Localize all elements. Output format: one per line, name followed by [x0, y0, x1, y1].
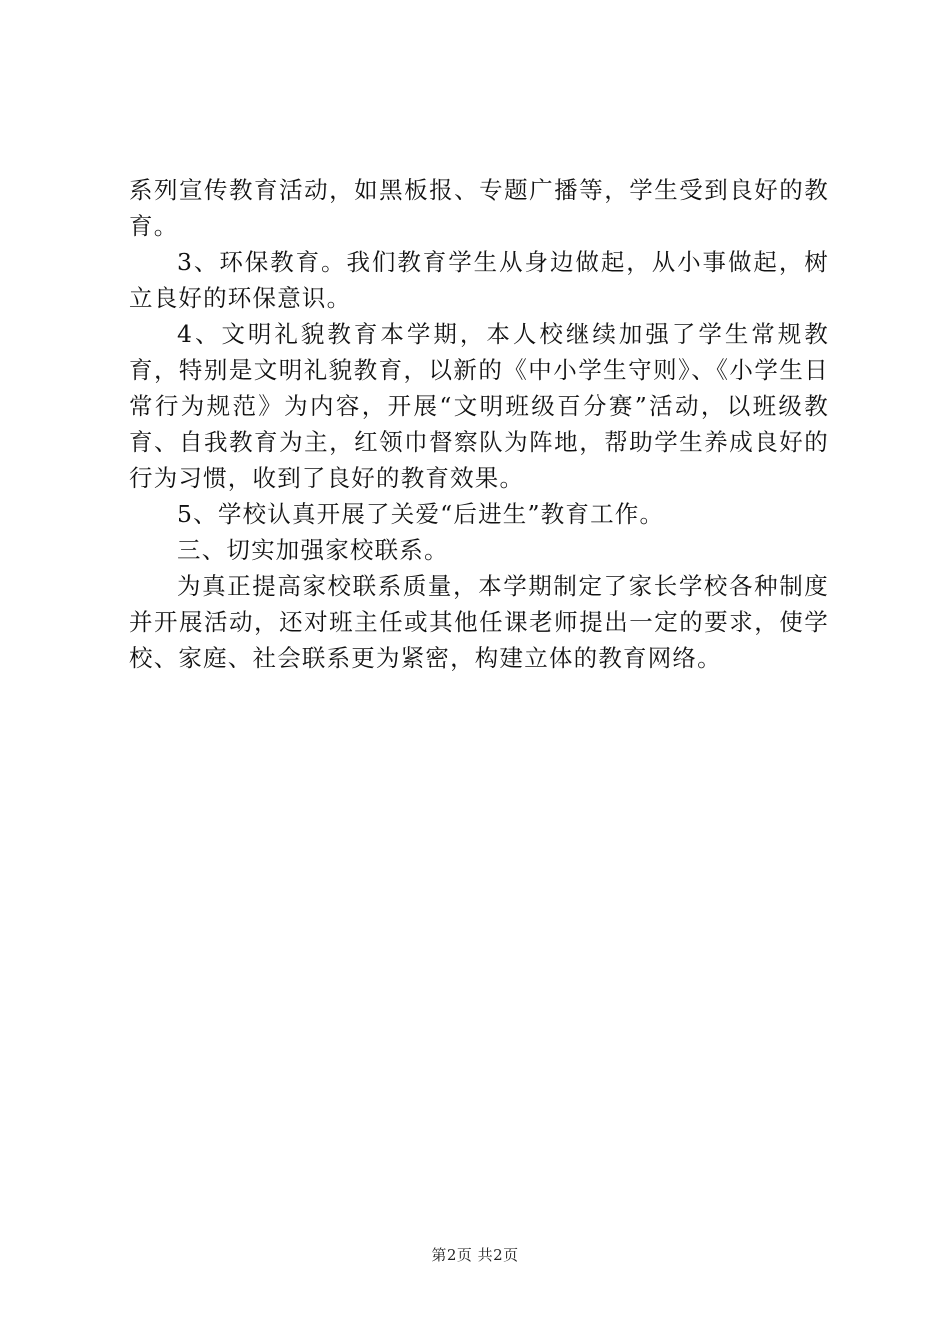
paragraph-home-school-contact: 为真正提高家校联系质量，本学期制定了家长学校各种制度并开展活动，还对班主任或其他任课老师提出一定的要求，使学校、家庭、社会联系更为紧密，构建立体的教育网络。	[129, 572, 829, 672]
section-heading-home-school: 三、切实加强家校联系。	[177, 536, 449, 564]
page-number-footer: 第2页 共2页	[431, 1246, 519, 1264]
paragraph-civility-education: 4、文明礼貌教育本学期，本人校继续加强了学生常规教育，特别是文明礼貌教育，以新的《中小学生守则》、《小学生日常行为规范》为内容，开展“文明班级百分赛”活动，以班级教育、自我教育为主，红领巾督察队为阵地，帮助学生养成良好的行为习惯，收到了良好的教育效果。	[129, 320, 829, 492]
paragraph-continuation: 系列宣传教育活动，如黑板报、专题广播等，学生受到良好的教育。	[129, 176, 829, 240]
paragraph-struggling-students: 5、学校认真开展了关爱“后进生”教育工作。	[177, 500, 665, 528]
document-body	[129, 172, 829, 676]
paragraph-environmental-education: 3、环保教育。我们教育学生从身边做起，从小事做起，树立良好的环保意识。	[129, 248, 829, 312]
